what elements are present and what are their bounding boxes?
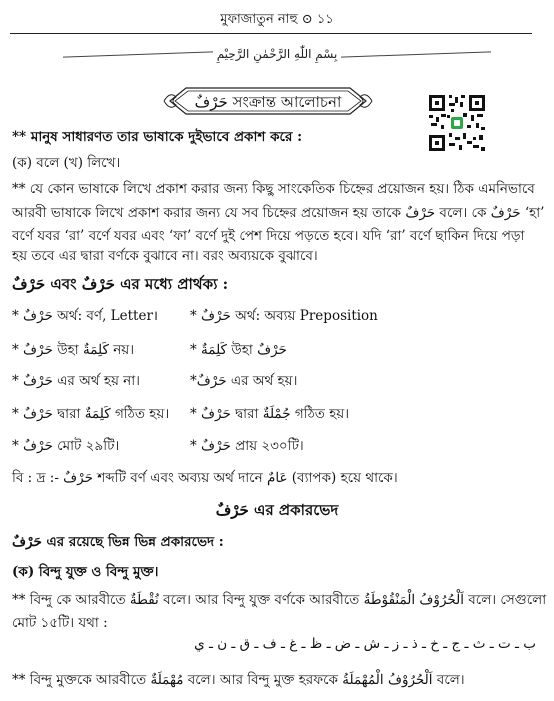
diff-right: * حَرْفٌ অর্থ: অব্যয় Preposition: [190, 308, 378, 324]
calligraphy-stroke-left: [63, 51, 213, 57]
para1-line3: বর্ণে যবর ‘রা’ বর্ণে যবর এবং ‘ফা’ বর্ণে দুই পেশ দিয়ে পড়তে হবে। যদি ‘রা’ বর্ণে ছাকিন দিয়ে পড়া: [12, 228, 525, 244]
intro-heading: ** মানুষ সাধারণত তার ভাষাকে দুইভাবে প্রকাশ করে :: [12, 129, 303, 145]
running-header: মুফাজাতুন নাহু ⊙ ১১: [220, 12, 334, 27]
types-ka: (ক) বিন্দু যুক্ত ও বিন্দু মুক্ত।: [12, 564, 159, 580]
diff-left: * حَرْفٌ এর অর্থ হয় না।: [12, 373, 140, 389]
bismillah-calligraphy: [0, 47, 554, 61]
calligraphy-stroke-right: [341, 51, 491, 57]
dotted-line2: মোট ১৫টি। যথা :: [12, 615, 108, 631]
diff-left: * حَرْفٌ অর্থ: বর্ণ, Letter।: [12, 308, 159, 324]
diff-right: * كَلِمَةٌ উহা حَرْفٌ: [190, 342, 287, 358]
note-line: বি : দ্র :- حَرْفٌ শব্দটি বর্ণ এবং অব্যয় অর্থ দানে عَامٌ (ব্যাপক) হয়ে থাকে।: [12, 470, 398, 486]
diff-right: * حَرْفٌ প্রায় ২৩০টি।: [190, 438, 304, 454]
types-intro: حَرْفٌ এর রয়েছে ভিন্ন ভিন্ন প্রকারভেদ :: [12, 534, 224, 550]
diff-right: *حَرْفٌ এর অর্থ হয়।: [190, 373, 298, 389]
para1-line2: আরবী ভাষাকে লিখে প্রকাশ করার জন্য যে সব চিহ্নের প্রয়োজন হয় তাকে حَرْفٌ বলে। কে حَرْفٌ ‘হা’: [12, 205, 545, 221]
undotted-line1: ** বিন্দু মুক্তকে আরবীতে مُهْمَلَةٌ বলে। আর বিন্দু মুক্ত হরফকে اَلْحُرُوْفُ الْمُهْمَلَةُ বলে।: [12, 672, 465, 688]
diff-left: * حَرْفٌ উহা كَلِمَةٌ নয়।: [12, 342, 135, 358]
dotted-line1: ** বিন্দু কে আরবীতে نُقْطَةٌ বলে। আর বিন্দু যুক্ত বর্ণকে আরবীতে اَلْحُرُوْفُ الْمَنْقُوْطَةُ বলে। সেগুলো: [12, 592, 547, 608]
banner-title: حَرْفٌ সংক্রান্ত আলোচনা: [194, 93, 342, 111]
para1-line4: হয় তবে এর দ্বারা বর্ণকে বুঝাবে না। বরং অব্যয়কে বুঝাবে।: [12, 248, 318, 264]
qr-code-icon[interactable]: [427, 93, 487, 153]
dotted-letters-list: ب ـ ت ـ ث ـ ج ـ خ ـ ذ ـ ز ـ ش ـ ض ـ ظ ـ غ ـ ف ـ ق ـ ن ـ ي: [194, 636, 536, 652]
title-banner: [160, 84, 376, 118]
diff-left: * حَرْفٌ দ্বারা كَلِمَةٌ গঠিত হয়।: [12, 406, 170, 422]
para1-line1: ** যে কোন ভাষাকে লিখে প্রকাশ করার জন্য কিছু সাংকেতিক চিহ্নের প্রয়োজন হয়। ঠিক এমনিভাবে: [12, 181, 535, 197]
bismillah-text: بِسْمِ اللّٰهِ الرَّحْمٰنِ الرَّحِيْمِ: [216, 47, 338, 61]
header-rule: [10, 33, 532, 34]
diff-right: * حَرْفٌ দ্বারা جُمْلَةٌ গঠিত হয়।: [190, 406, 350, 422]
types-heading: حَرْفٌ এর প্রকারভেদ: [215, 501, 339, 519]
intro-ways: (ক) বলে (খ) লিখে।: [12, 155, 121, 171]
difference-heading: حَرْفٌ এবং حَرْفٌ এর মধ্যে প্রার্থক্য :: [12, 275, 229, 293]
diff-left: * حَرْفٌ মোট ২৯টি।: [12, 438, 120, 454]
